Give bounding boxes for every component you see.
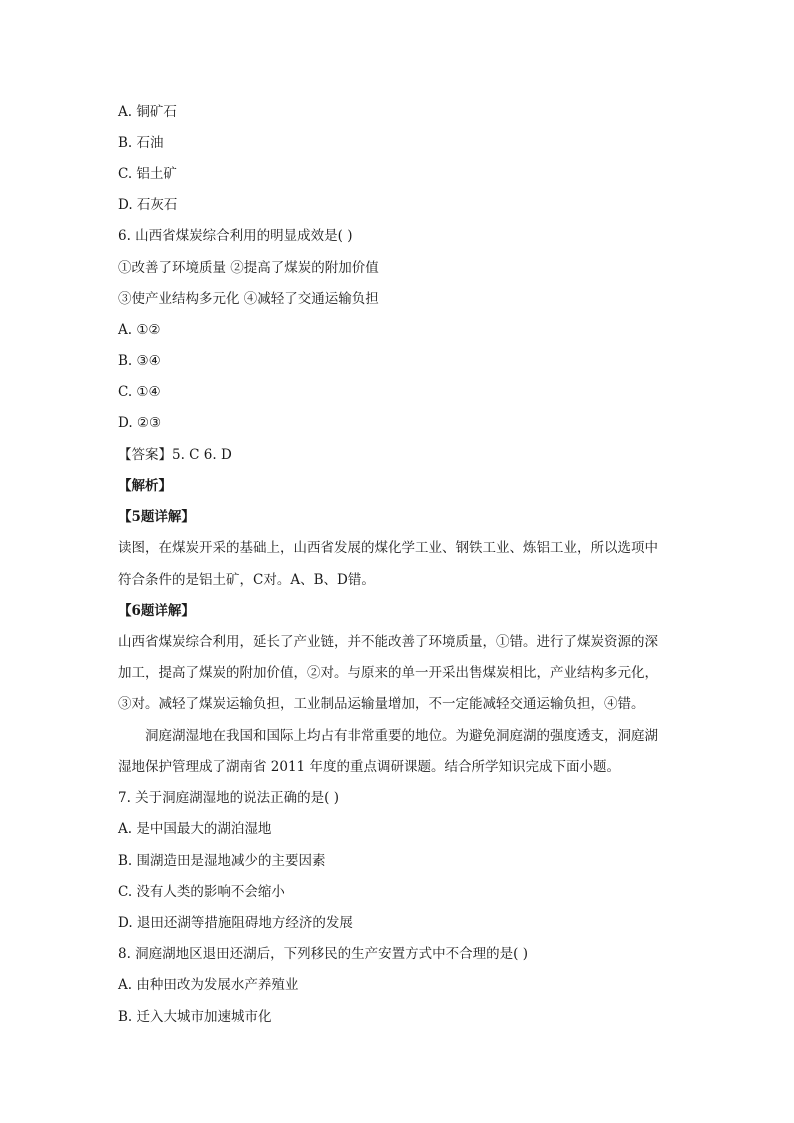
q8-stem: 8. 洞庭湖地区退田还湖后，下列移民的生产安置方式中不合理的是( ): [118, 946, 528, 962]
q6-detail-line-3: ③对。减轻了煤炭运输负担，工业制品运输量增加，不一定能减轻交通运输负担，④错。: [118, 696, 645, 712]
q6-option-d: D. ②③: [118, 415, 162, 431]
q7-option-b: B. 围湖造田是湿地减少的主要因素: [118, 853, 326, 869]
q6-option-a: A. ①②: [118, 322, 161, 338]
passage-line-2: 湿地保护管理成了湖南省 2011 年度的重点调研课题。结合所学知识完成下面小题。: [118, 759, 620, 775]
q6-option-c: C. ①④: [118, 384, 161, 400]
q5-option-c: C. 铝土矿: [118, 166, 177, 182]
q6-items-1-2: ①改善了环境质量 ②提高了煤炭的附加价值: [118, 260, 379, 276]
q5-detail-heading: 【5题详解】: [118, 509, 195, 525]
q5-detail-line-2: 符合条件的是铝土矿，C对。A、B、D错。: [118, 572, 375, 588]
q6-stem: 6. 山西省煤炭综合利用的明显成效是( ): [118, 228, 353, 244]
analysis-heading: 【解析】: [118, 478, 172, 494]
q7-option-a: A. 是中国最大的湖泊湿地: [118, 821, 272, 837]
q8-option-a: A. 由种田改为发展水产养殖业: [118, 977, 299, 993]
q5-option-d: D. 石灰石: [118, 197, 178, 213]
q6-items-3-4: ③使产业结构多元化 ④减轻了交通运输负担: [118, 291, 379, 307]
answer-line: 【答案】5. C 6. D: [118, 447, 232, 463]
q6-detail-line-1: 山西省煤炭综合利用，延长了产业链，并不能改善了环境质量，①错。进行了煤炭资源的深: [118, 634, 658, 650]
q7-option-c: C. 没有人类的影响不会缩小: [118, 884, 285, 900]
q7-stem: 7. 关于洞庭湖湿地的说法正确的是( ): [118, 790, 339, 806]
q5-detail-line-1: 读图，在煤炭开采的基础上，山西省发展的煤化学工业、钢铁工业、炼铝工业，所以选项中: [118, 540, 658, 556]
q5-option-a: A. 铜矿石: [118, 104, 177, 120]
q8-option-b: B. 迁入大城市加速城市化: [118, 1009, 272, 1025]
q5-option-b: B. 石油: [118, 135, 164, 151]
q7-option-d: D. 退田还湖等措施阻碍地方经济的发展: [118, 915, 353, 931]
q6-detail-line-2: 加工，提高了煤炭的附加价值，②对。与原来的单一开采出售煤炭相比，产业结构多元化，: [118, 665, 658, 681]
q6-detail-heading: 【6题详解】: [118, 603, 195, 619]
q6-option-b: B. ③④: [118, 353, 161, 369]
passage-line-1: 洞庭湖湿地在我国和国际上均占有非常重要的地位。为避免洞庭湖的强度透支，洞庭湖: [145, 728, 658, 744]
